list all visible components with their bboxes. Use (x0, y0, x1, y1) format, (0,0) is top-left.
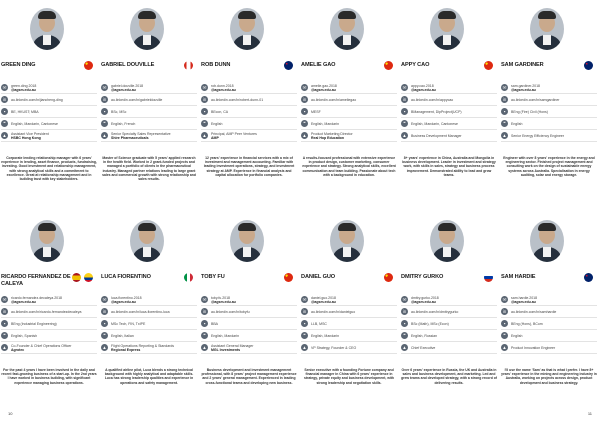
briefcase-icon: ▪ (1, 108, 8, 115)
detail-text: au.linkedin.com/in/jiancheng-ding (11, 97, 63, 102)
detail-text: BBA (211, 321, 219, 326)
speech-icon: ❝ (201, 332, 208, 339)
profile-description: A results-focused professional with extensive experience in product design, customer marketing, consumer experience and strategy. Strong analytical skills, excellent communication and team building. Passionate about tech with a background in education. (302, 156, 396, 177)
profile-description: Over 6 years' experience in Russia, the UK and Australia in sales and business development, and marketing. Led and grew teams and developed strategy, with a strong record of delivering results. (401, 368, 497, 385)
speech-icon: ❝ (1, 120, 8, 127)
profile-description: Business development and investment management professional, with 8 years' project management experience and 2 years' general management. Experienced in leading cross-functional teams and developing new business. (201, 368, 297, 385)
briefcase-icon: ▪ (201, 320, 208, 327)
portrait-photo (130, 220, 164, 262)
detail-row (1, 118, 97, 130)
detail-text: Product Marketing Director (311, 131, 353, 136)
detail-text: au.linkedin.com/in/ameliegao (311, 97, 357, 102)
flag-icon-cn (384, 61, 393, 70)
flag-icon-au (584, 61, 593, 70)
profile-name: DMITRY GURKO (401, 274, 444, 280)
detail-text: VP Strategy, Founder & CEO (311, 345, 357, 350)
flag-icon-ru (484, 273, 493, 282)
detail-text: Principal, AMP Peer Ventures (211, 131, 257, 136)
linkedin-icon: in (202, 97, 207, 102)
detail-row[interactable] (1, 306, 97, 318)
detail-subtext: @agsm.edu.au (511, 87, 536, 92)
detail-text: au.linkedin.com/in/robert-dunn-01 (211, 97, 264, 102)
detail-subtext: @agsm.edu.au (211, 87, 236, 92)
page-number-right: 11 (587, 411, 592, 416)
flag-icon-cn (384, 273, 393, 282)
detail-text: English (511, 333, 523, 338)
detail-text: toby.fu.2018 (211, 295, 231, 300)
building-icon: ▲ (202, 133, 207, 138)
speech-icon: ❝ (201, 120, 208, 127)
profile-card (100, 0, 200, 212)
profile-card (400, 212, 500, 424)
detail-text: BEng (Hons), BCom (511, 321, 543, 326)
detail-row[interactable] (501, 82, 597, 94)
detail-row (301, 106, 397, 118)
mortarboard-icon: ✉ (302, 297, 307, 302)
profile-name: SAM HARDIE (501, 274, 536, 280)
detail-row (201, 118, 297, 130)
briefcase-icon: ▪ (401, 320, 408, 327)
detail-text: BEcon, CA (211, 109, 229, 114)
building-icon: ▲ (402, 345, 407, 350)
portrait-photo (330, 220, 364, 262)
mortarboard-icon: ✉ (502, 85, 507, 90)
detail-row (501, 118, 597, 130)
profile-details (501, 82, 597, 142)
detail-row (1, 130, 97, 142)
briefcase-icon: ▪ (101, 108, 108, 115)
detail-text: Senior Specialty Sales Representative (111, 131, 171, 136)
detail-row (201, 342, 297, 354)
detail-text: green.ding 2018 (11, 83, 37, 88)
detail-row[interactable] (1, 94, 97, 106)
detail-row[interactable] (201, 294, 297, 306)
profiles-bottom-row (0, 212, 600, 424)
speech-icon: ❝ (1, 332, 8, 339)
profile-card (500, 0, 600, 212)
detail-row (401, 106, 497, 118)
profile-details (101, 82, 197, 142)
portrait-photo (30, 8, 64, 50)
detail-text: English, Italian (111, 333, 134, 338)
flag-icon-ca (184, 61, 193, 70)
portrait-photo (330, 8, 364, 50)
detail-text: ricardo.fernandez.decaleya.2018 (11, 295, 62, 300)
detail-row (301, 342, 397, 354)
mortarboard-icon: ✉ (202, 85, 207, 90)
detail-text: English, French (111, 121, 136, 126)
profile-description: Senior executive with a founding Fortune company and financial manager in China with 6 years' experience in strategy, private equity and business development, with strong leadership and negotiation skills. (304, 368, 394, 385)
mortarboard-icon: ✉ (302, 85, 307, 90)
portrait-photo (230, 8, 264, 50)
building-icon: ▲ (102, 345, 107, 350)
detail-row[interactable] (1, 82, 97, 94)
mortarboard-icon: ✉ (2, 297, 7, 302)
detail-row[interactable] (301, 294, 397, 306)
detail-text: au.linkedin.com/in/gabrieldouville (111, 97, 163, 102)
mortarboard-icon: ✉ (202, 297, 207, 302)
detail-text: au.linkedin.com/in/ricardo-fernandezdecaleya (11, 309, 82, 314)
speech-icon: ❝ (301, 332, 308, 339)
profile-name: SAM GARDINER (501, 62, 544, 68)
detail-text: LLB, MSC (311, 321, 327, 326)
detail-row[interactable] (501, 94, 597, 106)
profile-card (0, 212, 100, 424)
detail-text: amelie.gao.2018 (311, 83, 337, 88)
building-icon: ▲ (502, 345, 507, 350)
profile-card (500, 212, 600, 424)
profile-details (301, 294, 397, 354)
detail-text: Assistant Vice President (11, 131, 49, 136)
profile-details (201, 82, 297, 142)
detail-subtext: HSBC Hong Kong (11, 135, 41, 140)
detail-row (201, 106, 297, 118)
detail-subtext: @agsm.edu.au (411, 299, 436, 304)
detail-row[interactable] (301, 306, 397, 318)
linkedin-icon: in (402, 309, 407, 314)
detail-row[interactable] (101, 306, 197, 318)
detail-subtext: @agsm.edu.au (411, 87, 436, 92)
profile-description: I'll use the name 'Sam' as that is what I prefer. I have 8+ years' experience in the mining and engineering industry in Australia, working on projects across design, product development and business strategy. (501, 368, 597, 385)
detail-row[interactable] (301, 82, 397, 94)
detail-row[interactable] (501, 306, 597, 318)
detail-text: English (211, 121, 223, 126)
detail-row (101, 130, 197, 142)
profile-details (1, 294, 97, 354)
detail-row (501, 130, 597, 142)
briefcase-icon: ▪ (501, 320, 508, 327)
flag-icon-cn (84, 61, 93, 70)
detail-row (301, 130, 397, 142)
linkedin-icon: in (402, 97, 407, 102)
detail-text: English, Mandarin (211, 333, 240, 338)
linkedin-icon: in (102, 97, 107, 102)
profile-name: ROB DUNN (201, 62, 231, 68)
page-number-left: 10 (8, 411, 13, 416)
building-icon: ▲ (402, 133, 407, 138)
mortarboard-icon: ✉ (102, 85, 107, 90)
profile-name: LUCA FIORENTINO (101, 274, 151, 280)
detail-row (301, 118, 397, 130)
detail-text: BEng (Fire) Civil (Hons) (511, 109, 548, 114)
mortarboard-icon: ✉ (402, 297, 407, 302)
detail-row (401, 342, 497, 354)
briefcase-icon: ▪ (401, 108, 408, 115)
detail-text: English, Mandarin (311, 121, 340, 126)
detail-row (401, 318, 497, 330)
linkedin-icon: in (202, 309, 207, 314)
detail-subtext: Regional Express (111, 347, 141, 352)
detail-subtext: @agsm.edu.au (311, 299, 336, 304)
flag-icon-cn (284, 273, 293, 282)
speech-icon: ❝ (101, 332, 108, 339)
detail-row (1, 330, 97, 342)
profile-description: For the past 4 years I have been involved in the daily and recent fast-growing business of a start-up. In the 2nd years I have worked in business building, with significant experience managing business operations. (1, 368, 97, 385)
detail-text: Senior Energy Efficiency Engineer (511, 133, 565, 138)
profile-card (200, 0, 300, 212)
detail-text: au.linkedin.com/in/samhardie (511, 309, 557, 314)
linkedin-icon: in (502, 97, 507, 102)
detail-row (401, 130, 497, 142)
detail-row[interactable] (401, 94, 497, 106)
detail-row (501, 330, 597, 342)
detail-text: appy.cao.2018 (411, 83, 434, 88)
briefcase-icon: ▪ (501, 108, 508, 115)
profile-description: Master of Science graduate with 5 years' applied research in the health field. Worked in 2 grant-funded projects and managed a portfolio of clients in the pharmaceutical industry. Managed partner relations leading to large grant sales and commercial growth with strong relationship and sales results. (102, 156, 196, 182)
flag-icon-es (72, 273, 81, 282)
detail-text: gabriel.douville.2018 (111, 83, 144, 88)
speech-icon: ❝ (401, 332, 408, 339)
building-icon: ▲ (502, 133, 507, 138)
detail-text: English, Mandarin (311, 333, 340, 338)
briefcase-icon: ▪ (101, 320, 108, 327)
detail-row (201, 318, 297, 330)
detail-row (401, 330, 497, 342)
detail-text: Business Development Manager (411, 133, 462, 138)
detail-subtext: Shire Pharmaceuticals (111, 135, 149, 140)
detail-text: luca.fiorentino.2018 (111, 295, 142, 300)
detail-row[interactable] (201, 94, 297, 106)
detail-row (201, 130, 297, 142)
detail-text: English (511, 121, 523, 126)
detail-text: English, Mandarin, Cantonese (411, 121, 458, 126)
mortarboard-icon: ✉ (2, 85, 7, 90)
detail-text: BSc (Math), MSc (Econ) (411, 321, 449, 326)
building-icon: ▲ (302, 345, 307, 350)
building-icon: ▲ (102, 133, 107, 138)
detail-text: daniel.guo.2018 (311, 295, 336, 300)
profile-details (301, 82, 397, 142)
linkedin-icon: in (302, 309, 307, 314)
detail-row[interactable] (401, 306, 497, 318)
profile-card (0, 0, 100, 212)
profile-name: DANIEL GUO (301, 274, 336, 280)
detail-text: BManagement, DipProject(UCP) (411, 109, 462, 114)
detail-text: BSc, MSc (111, 109, 127, 114)
profile-card (400, 0, 500, 212)
detail-text: au.linkedin.com/in/tobyfu (211, 309, 250, 314)
profile-details (501, 294, 597, 354)
detail-row (501, 106, 597, 118)
detail-row[interactable] (401, 294, 497, 306)
detail-text: au.linkedin.com/in/samgardiner (511, 97, 560, 102)
mortarboard-icon: ✉ (502, 297, 507, 302)
profile-details (1, 82, 97, 142)
detail-text: BEng (Industrial Engineering) (11, 321, 57, 326)
detail-subtext: Agrotec (11, 347, 25, 352)
profile-card (300, 212, 400, 424)
building-icon: ▲ (2, 345, 7, 350)
profile-card (300, 0, 400, 212)
profile-description: Corporate lending relationship manager with 6 years' experience in lending, asset finance, products, fundraising, investing. Good investment and relationship management, with strong analytical skills and a commitment to excellence. Great at relationship management and in building trust with key stakeholders. (1, 156, 97, 182)
profile-details (101, 294, 197, 354)
detail-row (101, 106, 197, 118)
detail-row (101, 118, 197, 130)
linkedin-icon: in (2, 309, 7, 314)
detail-row[interactable] (101, 94, 197, 106)
detail-row[interactable] (201, 306, 297, 318)
linkedin-icon: in (502, 309, 507, 314)
portrait-photo (30, 220, 64, 262)
mortarboard-icon: ✉ (102, 297, 107, 302)
detail-row (1, 342, 97, 354)
profile-description: A qualified airline pilot, Luca blends a strong technical background with highly analytical and adaptable skills. Luca has strong leadership qualities and experience in operations and safety management. (104, 368, 194, 385)
flag-icon-co (84, 273, 93, 282)
flag-icon-it (184, 273, 193, 282)
flag-icon-cn (484, 61, 493, 70)
flag-icon-au (284, 61, 293, 70)
briefcase-icon: ▪ (1, 320, 8, 327)
portrait-photo (230, 220, 264, 262)
linkedin-icon: in (302, 97, 307, 102)
detail-text: rob.dunn.2018 (211, 83, 234, 88)
detail-subtext: @agsm.edu.au (11, 87, 36, 92)
detail-row[interactable] (301, 94, 397, 106)
detail-row (101, 342, 197, 354)
detail-row (501, 342, 597, 354)
detail-text: au.linkedin.com/in/luca-fiorentino-luca (111, 309, 170, 314)
profile-description: Engineer with over 8 years' experience in the energy and engineering sector. Finished project management and consulting work on the design of sustainable energy systems across Australia. Specialisation in energy auditing, solar and energy storage. (503, 156, 595, 177)
profile-details (401, 82, 497, 142)
speech-icon: ❝ (101, 120, 108, 127)
profile-description: 12 years' experience in financial services with a mix of investment and management accounting. Familiar with leading investment operations, strategy, and investment strategy at AMP. Experience in financial analysis and capital allocation for portfolio companies. (203, 156, 295, 177)
flag-icon-au (584, 273, 593, 282)
building-icon: ▲ (2, 133, 7, 138)
detail-row (101, 318, 197, 330)
detail-text: English, Spanish (11, 333, 38, 338)
detail-row (101, 330, 197, 342)
profile-name: RICARDO FERNANDEZ DE CALEYA (1, 274, 71, 287)
profile-name: GREEN DING (1, 62, 36, 68)
detail-row (301, 330, 397, 342)
detail-row[interactable] (501, 294, 597, 306)
detail-text: English, Russian (411, 333, 438, 338)
detail-row[interactable] (101, 82, 197, 94)
detail-row[interactable] (201, 82, 297, 94)
building-icon: ▲ (302, 133, 307, 138)
portrait-photo (130, 8, 164, 50)
detail-text: Assistant General Manager (211, 343, 254, 348)
detail-text: Chief Executive (411, 345, 436, 350)
detail-subtext: @agsm.edu.au (511, 299, 536, 304)
linkedin-icon: in (102, 309, 107, 314)
profile-details (201, 294, 297, 354)
detail-subtext: @agsm.edu.au (311, 87, 336, 92)
speech-icon: ❝ (401, 120, 408, 127)
detail-row (501, 318, 597, 330)
profile-details (401, 294, 497, 354)
detail-text: Co-Founder & Chief Operations Officer (11, 343, 72, 348)
detail-row (301, 318, 397, 330)
mortarboard-icon: ✉ (402, 85, 407, 90)
detail-row (201, 330, 297, 342)
detail-text: BE, HKUST; MBA (11, 109, 39, 114)
detail-subtext: AMP (211, 135, 219, 140)
speech-icon: ❝ (501, 120, 508, 127)
detail-text: au.linkedin.com/in/danielguo (311, 309, 356, 314)
profile-name: GABRIEL DOUVILLE (101, 62, 155, 68)
speech-icon: ❝ (501, 332, 508, 339)
portrait-photo (430, 220, 464, 262)
detail-subtext: @agsm.edu.au (211, 299, 236, 304)
detail-subtext: @agsm.edu.au (111, 299, 136, 304)
portrait-photo (530, 8, 564, 50)
profile-card (200, 212, 300, 424)
speech-icon: ❝ (301, 120, 308, 127)
detail-subtext: MGL Investments (211, 347, 241, 352)
briefcase-icon: ▪ (201, 108, 208, 115)
briefcase-icon: ▪ (301, 108, 308, 115)
portrait-photo (430, 8, 464, 50)
profile-name: APPY CAO (401, 62, 430, 68)
detail-text: English, Mandarin, Cantonese (11, 121, 58, 126)
detail-subtext: Real Hop Education (311, 135, 345, 140)
detail-text: Flight Operations Reporting & Standards (111, 343, 175, 348)
detail-text: au.linkedin.com/in/appycao (411, 97, 454, 102)
profile-name: TOBY FU (201, 274, 225, 280)
building-icon: ▲ (202, 345, 207, 350)
profile-description: 8+ years' experience in China, Australia and Mongolia in business development. Leader in investment and strategy work, with skills in sales, strategy and business process improvement. Demonstrated ability to lead and grow teams. (402, 156, 496, 177)
linkedin-icon: in (2, 97, 7, 102)
detail-row[interactable] (101, 294, 197, 306)
detail-subtext: @agsm.edu.au (111, 87, 136, 92)
profile-name: AMELIE GAO (301, 62, 336, 68)
briefcase-icon: ▪ (301, 320, 308, 327)
detail-text: au.linkedin.com/in/dmitrygurko (411, 309, 459, 314)
portrait-photo (530, 220, 564, 262)
detail-row (401, 118, 497, 130)
detail-text: Product Innovation Engineer (511, 345, 556, 350)
detail-row[interactable] (401, 82, 497, 94)
detail-text: sam.hardie.2018 (511, 295, 538, 300)
detail-text: dmitry.gurko.2018 (411, 295, 439, 300)
detail-row[interactable] (1, 294, 97, 306)
detail-text: sam.gardiner.2018 (511, 83, 540, 88)
detail-row (1, 318, 97, 330)
profile-card (100, 212, 200, 424)
detail-text: MSc Tech, FIN, TxIPE (111, 321, 146, 326)
detail-text: MESF (311, 109, 321, 114)
detail-row (1, 106, 97, 118)
detail-subtext: @agsm.edu.au (11, 299, 36, 304)
